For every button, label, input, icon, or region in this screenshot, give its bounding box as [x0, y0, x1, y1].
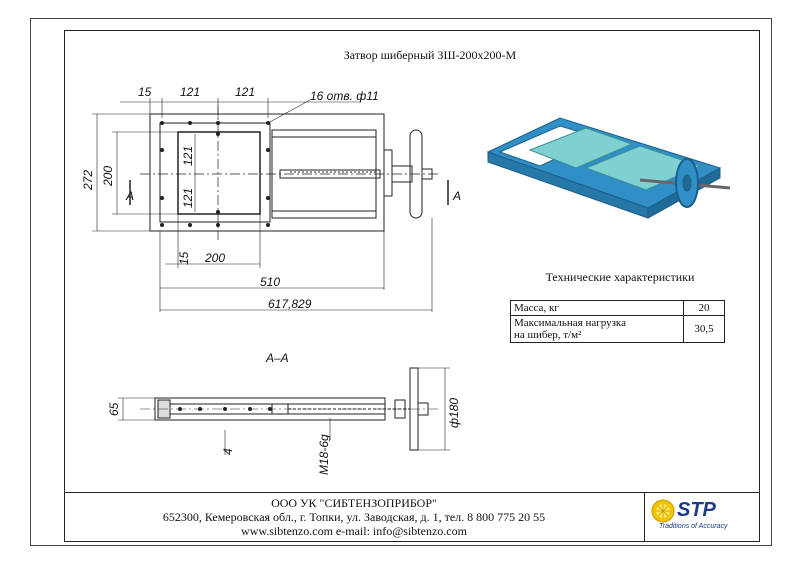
dim-15-top: 15 — [138, 85, 152, 99]
section-marker-right: А — [453, 189, 462, 203]
drawing-title: Затвор шиберный ЗШ-200х200-М — [343, 48, 517, 62]
dim-holes: 16 отв. ф11 — [310, 89, 379, 103]
dim-15-bottom: 15 — [177, 251, 191, 265]
company-info — [64, 496, 644, 538]
specs-heading: Технические характеристики — [545, 270, 695, 284]
dim-121-vertical-2: 121 — [181, 187, 195, 208]
title-block — [64, 492, 760, 542]
dim-65: 65 — [107, 402, 121, 416]
company-name: ООО УК "СИБТЕНЗОПРИБОР" — [271, 496, 437, 510]
section-label: А–А — [266, 351, 289, 365]
dim-121-b: 121 — [235, 85, 256, 99]
spec-value: 30,5 — [684, 316, 725, 343]
top-view-flange — [160, 123, 270, 222]
logo-slogan: Traditions of Accuracy — [659, 523, 728, 530]
table-row — [511, 301, 725, 316]
dim-121-vertical-1: 121 — [181, 145, 195, 166]
company-contacts: www.sibtenzo.com e-mail: info@sibtenzo.com — [241, 524, 467, 538]
spec-name-line1: Максимальная нагрузка — [514, 317, 626, 329]
spec-name — [511, 316, 684, 343]
spec-name: Масса, кг — [511, 301, 684, 316]
dim-4: 4 — [221, 448, 235, 455]
dim-121-a: 121 — [180, 85, 201, 99]
logo-text: STP — [677, 499, 716, 521]
spec-name-line2: на шибер, т/м² — [514, 329, 582, 341]
specs-table — [510, 300, 725, 343]
dim-510: 510 — [260, 275, 281, 289]
dim-272: 272 — [81, 169, 95, 190]
table-row — [511, 316, 725, 343]
dim-180: ф180 — [447, 397, 461, 428]
dim-200-horizontal: 200 — [205, 251, 226, 265]
dim-617: 617,829 — [268, 297, 312, 311]
company-address: 652300, Кемеровская обл., г. Топки, ул. Заводская, д. 1, тел. 8 800 775 20 55 — [162, 510, 546, 524]
spec-value: 20 — [684, 301, 725, 316]
dim-m18: М18-6g — [317, 434, 331, 475]
isometric-view — [488, 118, 730, 218]
lemon-logo-icon — [651, 499, 675, 523]
dim-200-vertical: 200 — [101, 165, 115, 186]
section-marker-left: А — [126, 189, 135, 203]
logo-block — [644, 493, 761, 541]
